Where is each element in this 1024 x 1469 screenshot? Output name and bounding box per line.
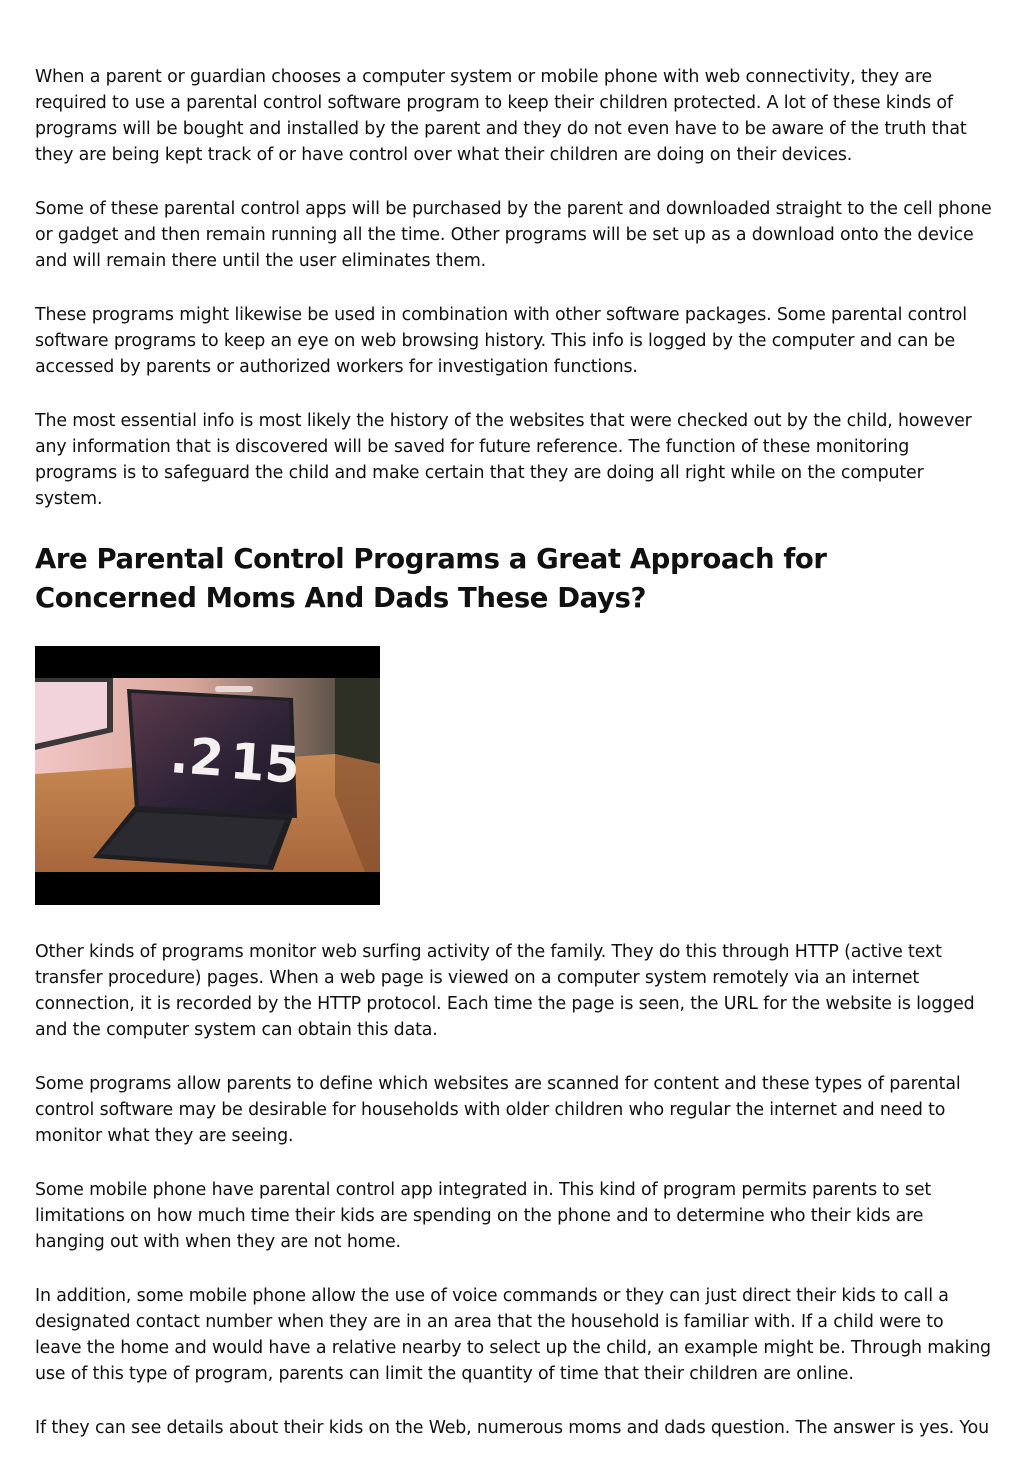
paragraph: When a parent or guardian chooses a computer system or mobile phone with web connectivity, they are required to use a parental control software program to keep their children protected. A lot of these kinds of programs will be bought and installed by the parent and they do not even have to be aware of the truth that they are being kept track of or have control over what their children are doing on their devices. xyxy=(35,67,967,165)
clock-minute-text: 15 xyxy=(228,732,302,795)
paragraph: Some mobile phone have parental control app integrated in. This kind of program permits parents to set limitations on how much time their kids are spending on the phone and to determine who their kids are hanging out with when they are not home. xyxy=(35,1180,932,1252)
paragraph: The most essential info is most likely the history of the websites that were checked out by the child, however any information that is discovered will be saved for future reference. The function of these monitoring programs is to safeguard the child and make certain that they are doing all right while on the computer system. xyxy=(35,411,972,509)
section-heading: Are Parental Control Programs a Great Approach for Concerned Moms And Dads These Days? xyxy=(35,543,827,614)
tablet-clock-photo xyxy=(35,646,380,905)
paragraph: Some programs allow parents to define which websites are scanned for content and these types of parental control software may be desirable for households with older children who regular the internet and need to monitor what they are seeing. xyxy=(35,1074,961,1146)
photo-illustration xyxy=(35,646,380,905)
paragraph: Some of these parental control apps will be purchased by the parent and downloaded straight to the cell phone or gadget and then remain running all the time. Other programs will be set up as a download onto the device and will remain there until the user eliminates them. xyxy=(35,199,992,271)
clock-hour-text: .2 xyxy=(168,726,226,788)
article xyxy=(35,64,995,1469)
paragraph: Other kinds of programs monitor web surfing activity of the family. They do this through HTTP (active text transfer procedure) pages. When a web page is viewed on a computer system remotely via an internet connection, it is recorded by the HTTP protocol. Each time the page is seen, the URL for the website is logged and the computer system can obtain this data. xyxy=(35,942,975,1040)
paragraph: These programs might likewise be used in combination with other software packages. Some parental control software programs to keep an eye on web browsing history. This info is logged by the computer and can be accessed by parents or authorized workers for investigation functions. xyxy=(35,305,967,377)
paragraph: If they can see details about their kids on the Web, numerous moms and dads question. The answer is yes. You xyxy=(35,1418,989,1438)
paragraph: In addition, some mobile phone allow the use of voice commands or they can just direct their kids to call a designated contact number when they are in an area that the household is familiar with. If a child were to leave the home and would have a relative nearby to select up the child, an example might be. Through making use of this type of program, parents can limit the quantity of time that their children are online. xyxy=(35,1286,991,1384)
